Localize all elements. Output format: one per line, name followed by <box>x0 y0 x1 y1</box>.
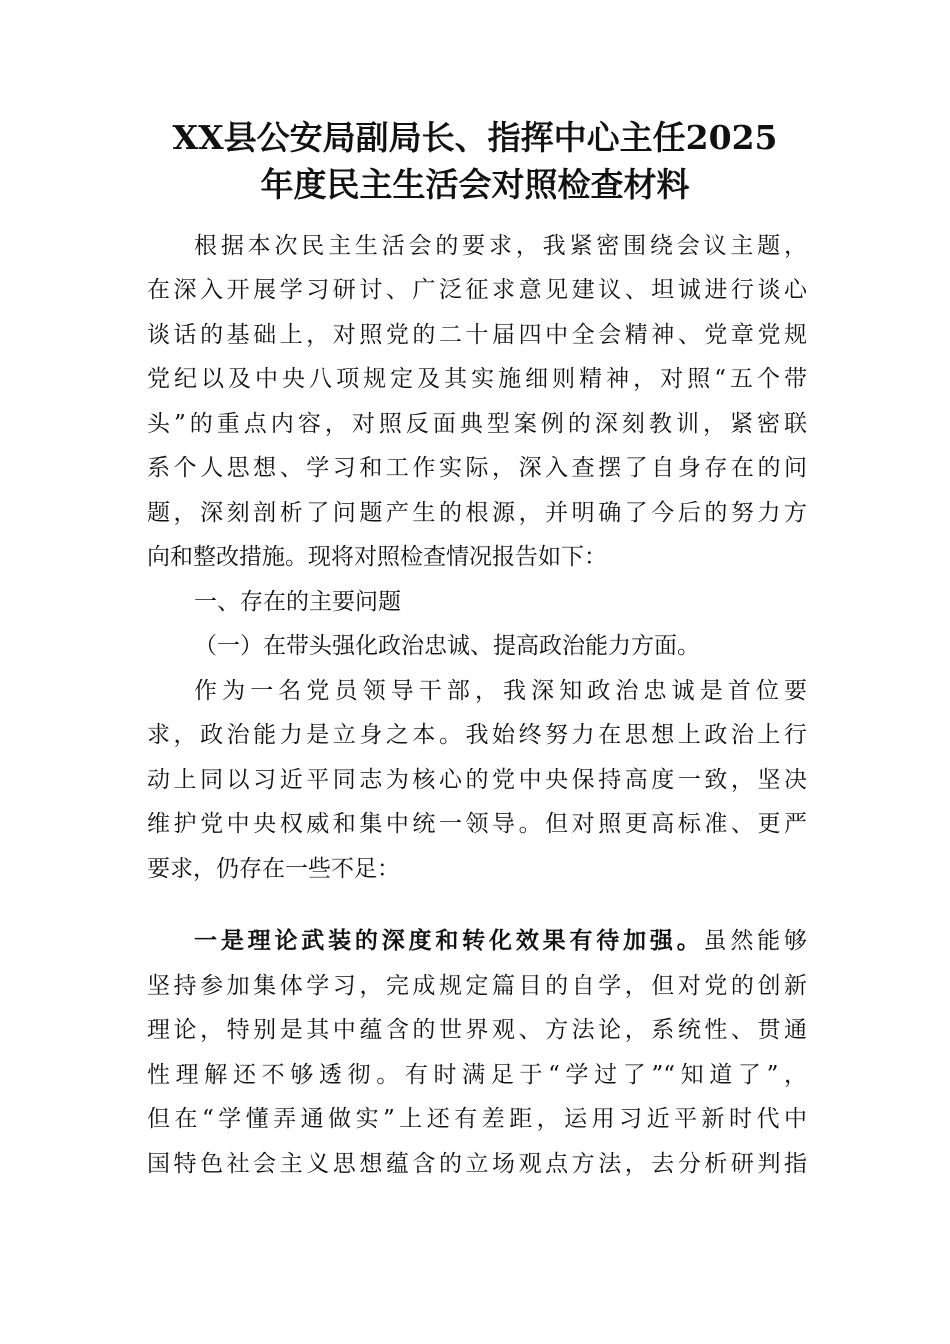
body-line: 理论，特别是其中蕴含的世界观、方法论，系统性、贯通 <box>147 1017 807 1043</box>
body-line: 但在“学懂弄通做实”上还有差距，运用习近平新时代中 <box>147 1106 807 1132</box>
body-line: 维护党中央权威和集中统一领导。但对照更高标准、更严 <box>147 811 807 837</box>
body-line: 性理解还不够透彻。有时满足于“学过了”“知道了”， <box>147 1062 807 1088</box>
body-line: 动上同以习近平同志为核心的党中央保持高度一致，坚决 <box>147 767 807 793</box>
intro-line: 根据本次民主生活会的要求，我紧密围绕会议主题， <box>194 233 807 259</box>
body-line: 国特色社会主义思想蕴含的立场观点方法，去分析研判指 <box>147 1151 807 1177</box>
subsection-heading: （一）在带头强化政治忠诚、提高政治能力方面。 <box>194 633 700 659</box>
intro-line: 谈话的基础上，对照党的二十届四中全会精神、党章党规 <box>147 322 807 348</box>
title-line-1: XX县公安局副局长、指挥中心主任2025 <box>172 118 778 157</box>
intro-line: 在深入开展学习研讨、广泛征求意见建议、坦诚进行谈心 <box>147 277 807 303</box>
point-one-rest: 虽然能够 <box>703 928 808 954</box>
document-title <box>120 114 830 208</box>
title-line-2: 年度民主生活会对照检查材料 <box>260 165 690 204</box>
body-line: 作为一名党员领导干部，我深知政治忠诚是首位要 <box>194 678 807 704</box>
point-one-lead: 一是理论武装的深度和转化效果有待加强。 <box>194 927 704 954</box>
body-line: 要求，仍存在一些不足： <box>147 856 400 882</box>
body-line: 坚持参加集体学习，完成规定篇目的自学，但对党的创新 <box>147 973 807 999</box>
intro-line: 系个人思想、学习和工作实际，深入查摆了自身存在的问 <box>147 455 807 481</box>
intro-line: 党纪以及中央八项规定及其实施细则精神，对照“五个带 <box>147 366 807 392</box>
section-heading: 一、存在的主要问题 <box>194 589 401 615</box>
body-line: 求，政治能力是立身之本。我始终努力在思想上政治上行 <box>147 722 807 748</box>
intro-line: 头”的重点内容，对照反面典型案例的深刻教训，紧密联 <box>147 411 807 437</box>
point-one-first-line <box>194 919 807 963</box>
intro-line: 向和整改措施。现将对照检查情况报告如下： <box>147 544 607 570</box>
intro-line: 题，深刻剖析了问题产生的根源，并明确了今后的努力方 <box>147 500 807 526</box>
